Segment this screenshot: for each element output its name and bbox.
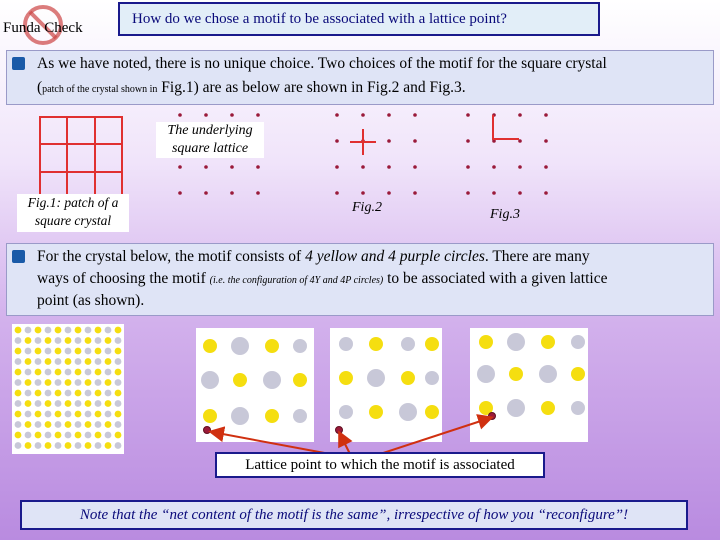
crystal-circle — [105, 379, 112, 386]
crystal-circle — [15, 379, 22, 386]
crystal-circle — [45, 369, 52, 376]
crystal-circle — [115, 400, 122, 407]
lattice-dot — [544, 191, 548, 195]
motif-circle — [401, 337, 415, 351]
crystal-circle — [25, 379, 32, 386]
fig2-dots — [335, 113, 417, 195]
crystal-circle — [115, 327, 122, 334]
bullet-box-2 — [6, 243, 714, 316]
crystal-circle — [55, 348, 62, 355]
bullet2-line1: For the crystal below, the motif consists of 4 yellow and 4 purple circles. There are many — [37, 248, 590, 265]
crystal-circle — [85, 337, 92, 344]
crystal-circle — [115, 358, 122, 365]
motif-circle — [369, 337, 383, 351]
lattice-dot — [178, 113, 182, 117]
crystal-circle — [65, 390, 72, 397]
motif-circle — [201, 371, 219, 389]
lattice-dot — [413, 113, 417, 117]
bullet-square-icon — [12, 57, 25, 70]
lattice-dot — [518, 165, 522, 169]
crystal-circle — [45, 400, 52, 407]
crystal-circle — [35, 400, 42, 407]
crystal-circle — [35, 348, 42, 355]
crystal-circle — [45, 379, 52, 386]
lattice-dot — [361, 113, 365, 117]
lattice-dot — [230, 165, 234, 169]
crystal-circle — [15, 358, 22, 365]
crystal-circle — [25, 400, 32, 407]
crystal-circle — [105, 348, 112, 355]
lattice-dot — [230, 191, 234, 195]
crystal-circle — [105, 369, 112, 376]
fig2-cross-motif — [350, 129, 376, 155]
fig1-grid — [40, 117, 122, 199]
crystal-circle — [15, 337, 22, 344]
lattice-dot — [492, 191, 496, 195]
funda-check-label: Funda Check — [3, 20, 83, 36]
motif-circle — [571, 335, 585, 349]
crystal-circle — [85, 358, 92, 365]
note-box: Note that the “net content of the motif is the same”, irrespective of how you “reconfigure”! — [20, 500, 688, 530]
crystal-circle — [75, 358, 82, 365]
crystal-circle — [75, 348, 82, 355]
bullet2-line2: ways of choosing the motif (i.e. the configuration of 4Y and 4P circles) to be associated with a given lattice — [37, 270, 608, 287]
motif-circle — [479, 335, 493, 349]
lattice-dot — [335, 165, 339, 169]
fig3-dots — [466, 113, 548, 195]
crystal-circle — [85, 400, 92, 407]
lattice-dot — [466, 139, 470, 143]
crystal-circle — [95, 358, 102, 365]
motif-circle — [571, 367, 585, 381]
bullet2-line3: point (as shown). — [37, 292, 145, 309]
motif-circle — [233, 373, 247, 387]
motif-circle — [339, 337, 353, 351]
crystal-circle — [95, 379, 102, 386]
crystal-circle — [25, 358, 32, 365]
lattice-dot — [466, 165, 470, 169]
lattice-dot — [178, 191, 182, 195]
crystal-circle — [55, 379, 62, 386]
lattice-dot — [256, 113, 260, 117]
lattice-dot — [492, 165, 496, 169]
crystal-circle — [105, 390, 112, 397]
crystal-circle — [85, 348, 92, 355]
crystal-circle — [75, 379, 82, 386]
crystal-circle — [35, 327, 42, 334]
lattice-dot — [544, 165, 548, 169]
motif-circle — [203, 339, 217, 353]
lattice-dot — [361, 165, 365, 169]
fig1-caption: Fig.1: patch of a square crystal — [17, 194, 129, 232]
lattice-dot — [230, 113, 234, 117]
crystal-circle — [75, 369, 82, 376]
crystal-circle — [115, 379, 122, 386]
crystal-circle — [25, 390, 32, 397]
crystal-circle — [55, 358, 62, 365]
crystal-circle — [65, 369, 72, 376]
crystal-circle — [115, 390, 122, 397]
lattice-point-label: Lattice point to which the motif is associated — [215, 452, 545, 478]
crystal-circle — [95, 369, 102, 376]
crystal-circle — [15, 327, 22, 334]
crystal-circle — [55, 369, 62, 376]
crystal-circle — [95, 348, 102, 355]
lattice-dot — [387, 191, 391, 195]
crystal-circle — [55, 337, 62, 344]
lattice-dot — [204, 191, 208, 195]
crystal-circle — [115, 369, 122, 376]
crystal-circle — [105, 327, 112, 334]
lattice-dot — [204, 165, 208, 169]
arrow-group — [212, 418, 490, 454]
bullet-square-icon — [12, 250, 25, 263]
motif-circle — [263, 371, 281, 389]
crystal-circle — [65, 348, 72, 355]
motif-circle — [367, 369, 385, 387]
crystal-circle — [65, 337, 72, 344]
motif-circle — [425, 337, 439, 351]
lattice-dot — [335, 191, 339, 195]
crystal-circle — [95, 400, 102, 407]
crystal-circle — [85, 390, 92, 397]
motif-circle — [265, 339, 279, 353]
motif-circle — [339, 371, 353, 385]
lattice-dot — [256, 191, 260, 195]
bullet1-line2: (patch of the crystal shown in Fig.1) are as below are shown in Fig.2 and Fig.3. — [37, 79, 466, 96]
crystal-circle — [55, 390, 62, 397]
fig2-label: Fig.2 — [352, 200, 382, 215]
crystal-circle — [115, 337, 122, 344]
motif-circle — [425, 371, 439, 385]
lattice-caption: The underlying square lattice — [156, 122, 264, 158]
crystal-circle — [85, 327, 92, 334]
motif-circle — [477, 365, 495, 383]
crystal-circle — [25, 337, 32, 344]
bullet1-line1: As we have noted, there is no unique choice. Two choices of the motif for the square crystal — [37, 55, 607, 72]
crystal-circle — [15, 390, 22, 397]
lattice-dot — [204, 113, 208, 117]
lattice-dot — [256, 165, 260, 169]
fig3-label: Fig.3 — [490, 207, 520, 222]
lattice-dot — [335, 139, 339, 143]
lattice-dot — [466, 113, 470, 117]
crystal-circle — [35, 379, 42, 386]
motif-circle — [401, 371, 415, 385]
crystal-circle — [85, 369, 92, 376]
crystal-circle — [85, 379, 92, 386]
crystal-circle — [35, 390, 42, 397]
lattice-dot — [544, 113, 548, 117]
crystal-circle — [75, 327, 82, 334]
crystal-circle — [55, 400, 62, 407]
motif-circle — [507, 333, 525, 351]
lattice-dot — [387, 165, 391, 169]
crystal-circle — [65, 379, 72, 386]
crystal-circle — [45, 327, 52, 334]
crystal-circle — [15, 400, 22, 407]
crystal-circle — [65, 358, 72, 365]
motif-circle — [509, 367, 523, 381]
crystal-circle — [95, 327, 102, 334]
crystal-circle — [35, 358, 42, 365]
crystal-circle — [35, 369, 42, 376]
lattice-dot — [518, 113, 522, 117]
lattice-dot — [361, 191, 365, 195]
motif-circle — [293, 373, 307, 387]
crystal-circle — [35, 337, 42, 344]
crystal-circle — [75, 400, 82, 407]
crystal-circle — [25, 348, 32, 355]
lattice-dot — [518, 191, 522, 195]
lattice-dot — [466, 191, 470, 195]
crystal-circle — [95, 390, 102, 397]
motif-circle — [231, 337, 249, 355]
lattice-dot — [413, 191, 417, 195]
lattice-dot — [387, 113, 391, 117]
lattice-dot — [387, 139, 391, 143]
lattice-dot — [178, 165, 182, 169]
lattice-dot — [544, 139, 548, 143]
crystal-circle — [65, 327, 72, 334]
crystal-circle — [105, 337, 112, 344]
bullet-box-1 — [6, 50, 714, 105]
crystal-circle — [25, 369, 32, 376]
crystal-circle — [15, 369, 22, 376]
motif-circle — [541, 335, 555, 349]
crystal-circle — [55, 327, 62, 334]
crystal-circle — [15, 348, 22, 355]
crystal-circle — [105, 400, 112, 407]
lattice-dot — [413, 139, 417, 143]
crystal-circle — [95, 337, 102, 344]
crystal-circle — [45, 358, 52, 365]
fig3-l-motif — [493, 115, 519, 139]
crystal-circle — [105, 358, 112, 365]
crystal-circle — [45, 337, 52, 344]
slide-title: How do we chose a motif to be associated with a lattice point? — [118, 2, 600, 36]
crystal-circle — [45, 348, 52, 355]
crystal-circle — [25, 327, 32, 334]
crystal-circle — [45, 390, 52, 397]
crystal-circle — [115, 348, 122, 355]
lattice-dot — [413, 165, 417, 169]
motif-circle — [539, 365, 557, 383]
crystal-circle — [75, 337, 82, 344]
crystal-circle — [75, 390, 82, 397]
lattice-dot — [335, 113, 339, 117]
crystal-circle — [65, 400, 72, 407]
motif-circle — [293, 339, 307, 353]
